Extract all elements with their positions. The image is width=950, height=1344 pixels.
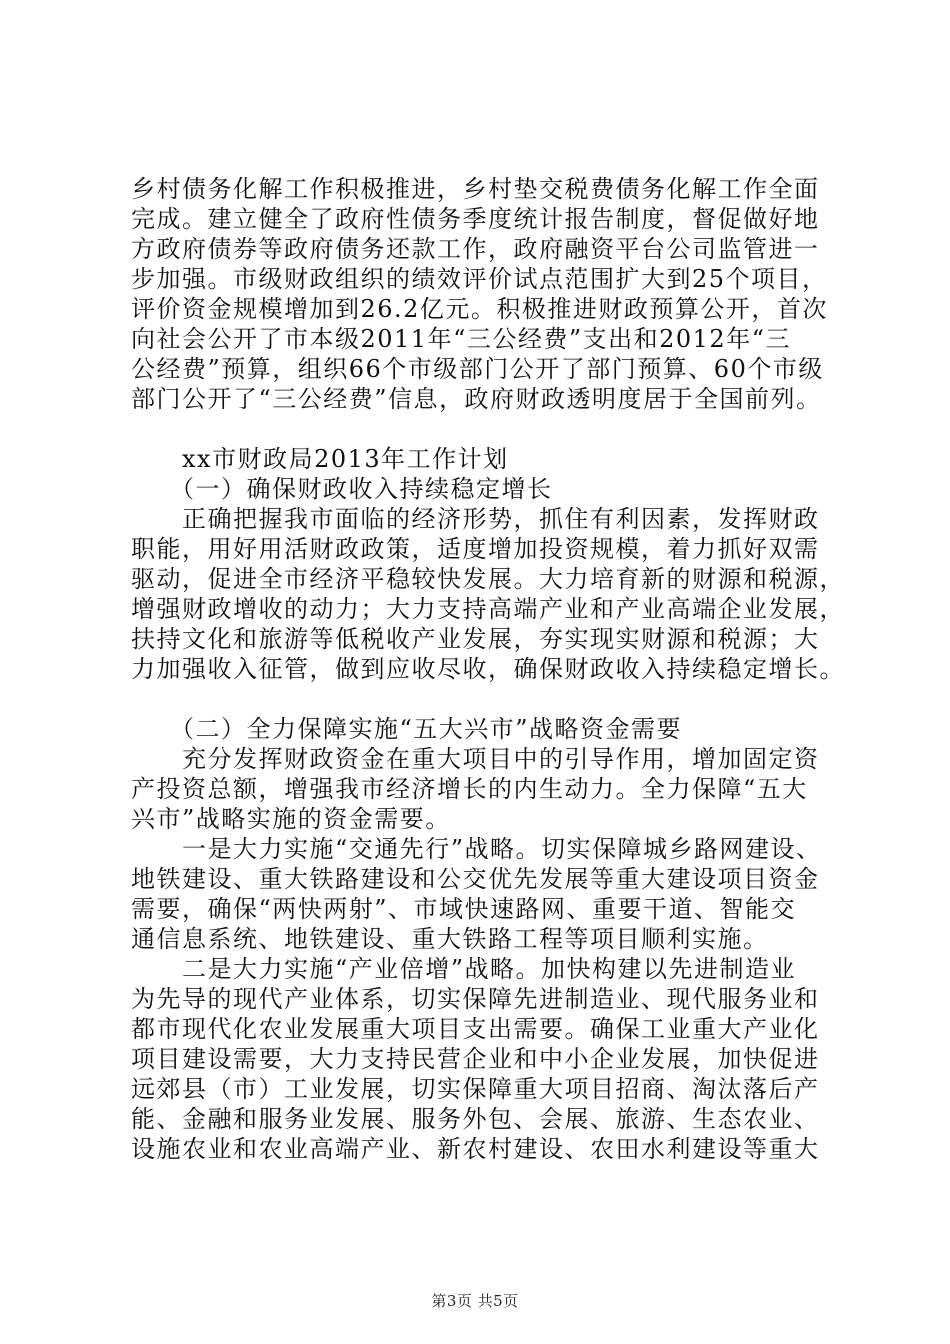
text-line: 部门公开了“三公经费”信息，政府财政透明度居于全国前列。: [131, 385, 822, 413]
page-footer: 第3页 共5页: [431, 1292, 519, 1310]
text-line: 二是大力实施“产业倍增”战略。加快构建以先进制造业: [131, 955, 797, 983]
text-line: 为先导的现代产业体系，切实保障先进制造业、现代服务业和: [131, 985, 820, 1013]
text-line: （一）确保财政收入持续稳定增长: [131, 475, 553, 503]
text-line: 能、金融和服务业发展、服务外包、会展、旅游、生态农业、: [131, 1105, 820, 1133]
blank-line: [131, 414, 831, 444]
text-line: 都市现代化农业发展重大项目支出需要。确保工业重大产业化: [131, 1015, 820, 1043]
text-line: 职能，用好用活财政政策，适度增加投资规模，着力抓好双需: [131, 535, 820, 563]
text-line: 评价资金规模增加到26.2亿元。积极推进财政预算公开，首次: [131, 295, 828, 323]
text-line: 充分发挥财政资金在重大项目中的引导作用，增加固定资: [131, 745, 820, 773]
text-line: 公经费”预算，组织66个市级部门公开了部门预算、60个市级: [131, 355, 824, 383]
text-line: 步加强。市级财政组织的绩效评价试点范围扩大到25个项目，: [131, 265, 828, 293]
text-line: 扶持文化和旅游等低税收产业发展，夯实现实财源和税源；大: [131, 625, 820, 653]
text-line: （二）全力保障实施“五大兴市”战略资金需要: [131, 715, 683, 743]
text-line: 完成。建立健全了政府性债务季度统计报告制度，督促做好地: [131, 205, 820, 233]
blank-line: [131, 684, 831, 714]
text-line: 需要，确保“两快两射”、市域快速路网、重要干道、智能交: [131, 895, 797, 923]
text-line: 乡村债务化解工作积极推进，乡村垫交税费债务化解工作全面: [131, 175, 820, 203]
text-line: 驱动，促进全市经济平稳较快发展。大力培育新的财源和税源，: [131, 565, 845, 593]
text-line: 远郊县（市）工业发展，切实保障重大项目招商、淘汰落后产: [131, 1075, 820, 1103]
text-line: 增强财政增收的动力；大力支持高端产业和产业高端企业发展，: [131, 595, 845, 623]
text-line: 产投资总额，增强我市经济增长的内生动力。全力保障“五大: [131, 775, 808, 803]
text-line: 通信息系统、地铁建设、重大铁路工程等项目顺利实施。: [131, 925, 769, 953]
text-line: 项目建设需要，大力支持民营企业和中小企业发展，加快促进: [131, 1045, 820, 1073]
body-text: [131, 174, 845, 1164]
text-line: 兴市”战略实施的资金需要。: [131, 805, 451, 833]
text-line: xx市财政局2013年工作计划: [131, 445, 509, 473]
text-line: 设施农业和农业高端产业、新农村建设、农田水利建设等重大: [131, 1135, 820, 1163]
text-line: 向社会公开了市本级2011年“三公经费”支出和2012年“三: [131, 325, 791, 353]
text-line: 正确把握我市面临的经济形势，抓住有利因素，发挥财政: [131, 505, 820, 533]
text-line: 一是大力实施“交通先行”战略。切实保障城乡路网建设、: [131, 835, 822, 863]
text-line: 力加强收入征管，做到应收尽收，确保财政收入持续稳定增长。: [131, 655, 845, 683]
text-line: 方政府债券等政府债务还款工作，政府融资平台公司监管进一: [131, 235, 820, 263]
text-line: 地铁建设、重大铁路建设和公交优先发展等重大建设项目资金: [131, 865, 820, 893]
